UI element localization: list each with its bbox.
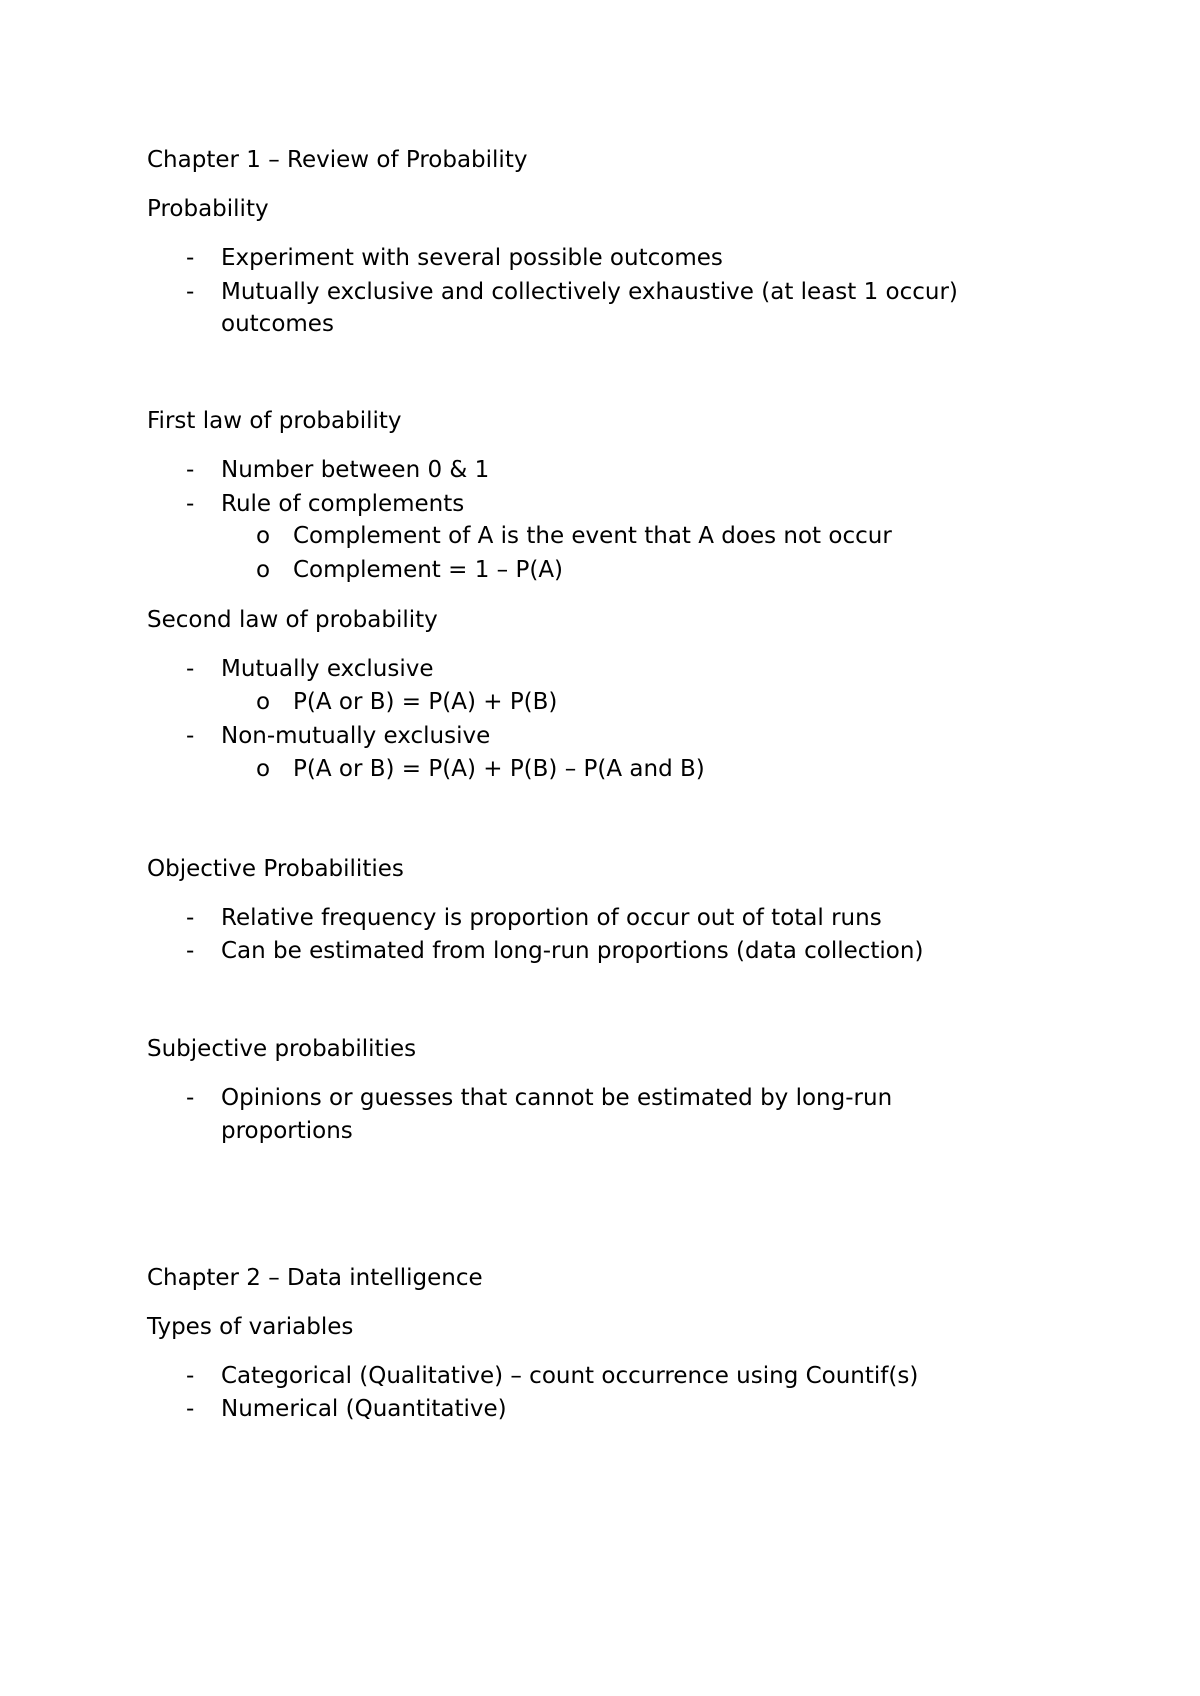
section-heading-second-law: Second law of probability xyxy=(147,607,438,633)
list-item: Numerical (Quantitative) xyxy=(221,1396,507,1422)
dash-bullet: - xyxy=(186,938,195,964)
list-item: Relative frequency is proportion of occur out of total runs xyxy=(221,905,882,931)
list-item: Experiment with several possible outcomes xyxy=(221,245,723,271)
circle-bullet: o xyxy=(256,689,271,715)
chapter-1-title: Chapter 1 – Review of Probability xyxy=(147,147,528,173)
circle-bullet: o xyxy=(256,523,271,549)
dash-bullet: - xyxy=(186,245,195,271)
dash-bullet: - xyxy=(186,1085,195,1111)
list-item: Opinions or guesses that cannot be estimated by long-run xyxy=(221,1085,893,1111)
dash-bullet: - xyxy=(186,1363,195,1389)
list-item: Rule of complements xyxy=(221,491,465,517)
dash-bullet: - xyxy=(186,905,195,931)
dash-bullet: - xyxy=(186,491,195,517)
chapter-2-title: Chapter 2 – Data intelligence xyxy=(147,1265,483,1291)
circle-bullet: o xyxy=(256,756,271,782)
dash-bullet: - xyxy=(186,457,195,483)
list-item: Can be estimated from long-run proportions (data collection) xyxy=(221,938,924,964)
section-heading-subjective: Subjective probabilities xyxy=(147,1036,417,1062)
list-item: Mutually exclusive xyxy=(221,656,434,682)
sub-list-item: Complement = 1 – P(A) xyxy=(293,557,564,583)
list-item: Mutually exclusive and collectively exhaustive (at least 1 occur) xyxy=(221,279,958,305)
list-item: Number between 0 & 1 xyxy=(221,457,490,483)
section-heading-probability: Probability xyxy=(147,196,269,222)
dash-bullet: - xyxy=(186,656,195,682)
sub-list-item: P(A or B) = P(A) + P(B) – P(A and B) xyxy=(293,756,705,782)
sub-list-item: Complement of A is the event that A does not occur xyxy=(293,523,892,549)
list-item: Non-mutually exclusive xyxy=(221,723,491,749)
section-heading-types: Types of variables xyxy=(147,1314,354,1340)
section-heading-objective: Objective Probabilities xyxy=(147,856,404,882)
section-heading-first-law: First law of probability xyxy=(147,408,402,434)
list-item-continuation: outcomes xyxy=(221,311,334,337)
dash-bullet: - xyxy=(186,723,195,749)
dash-bullet: - xyxy=(186,279,195,305)
sub-list-item: P(A or B) = P(A) + P(B) xyxy=(293,689,558,715)
list-item: Categorical (Qualitative) – count occurrence using Countif(s) xyxy=(221,1363,919,1389)
dash-bullet: - xyxy=(186,1396,195,1422)
circle-bullet: o xyxy=(256,557,271,583)
list-item-continuation: proportions xyxy=(221,1118,353,1144)
